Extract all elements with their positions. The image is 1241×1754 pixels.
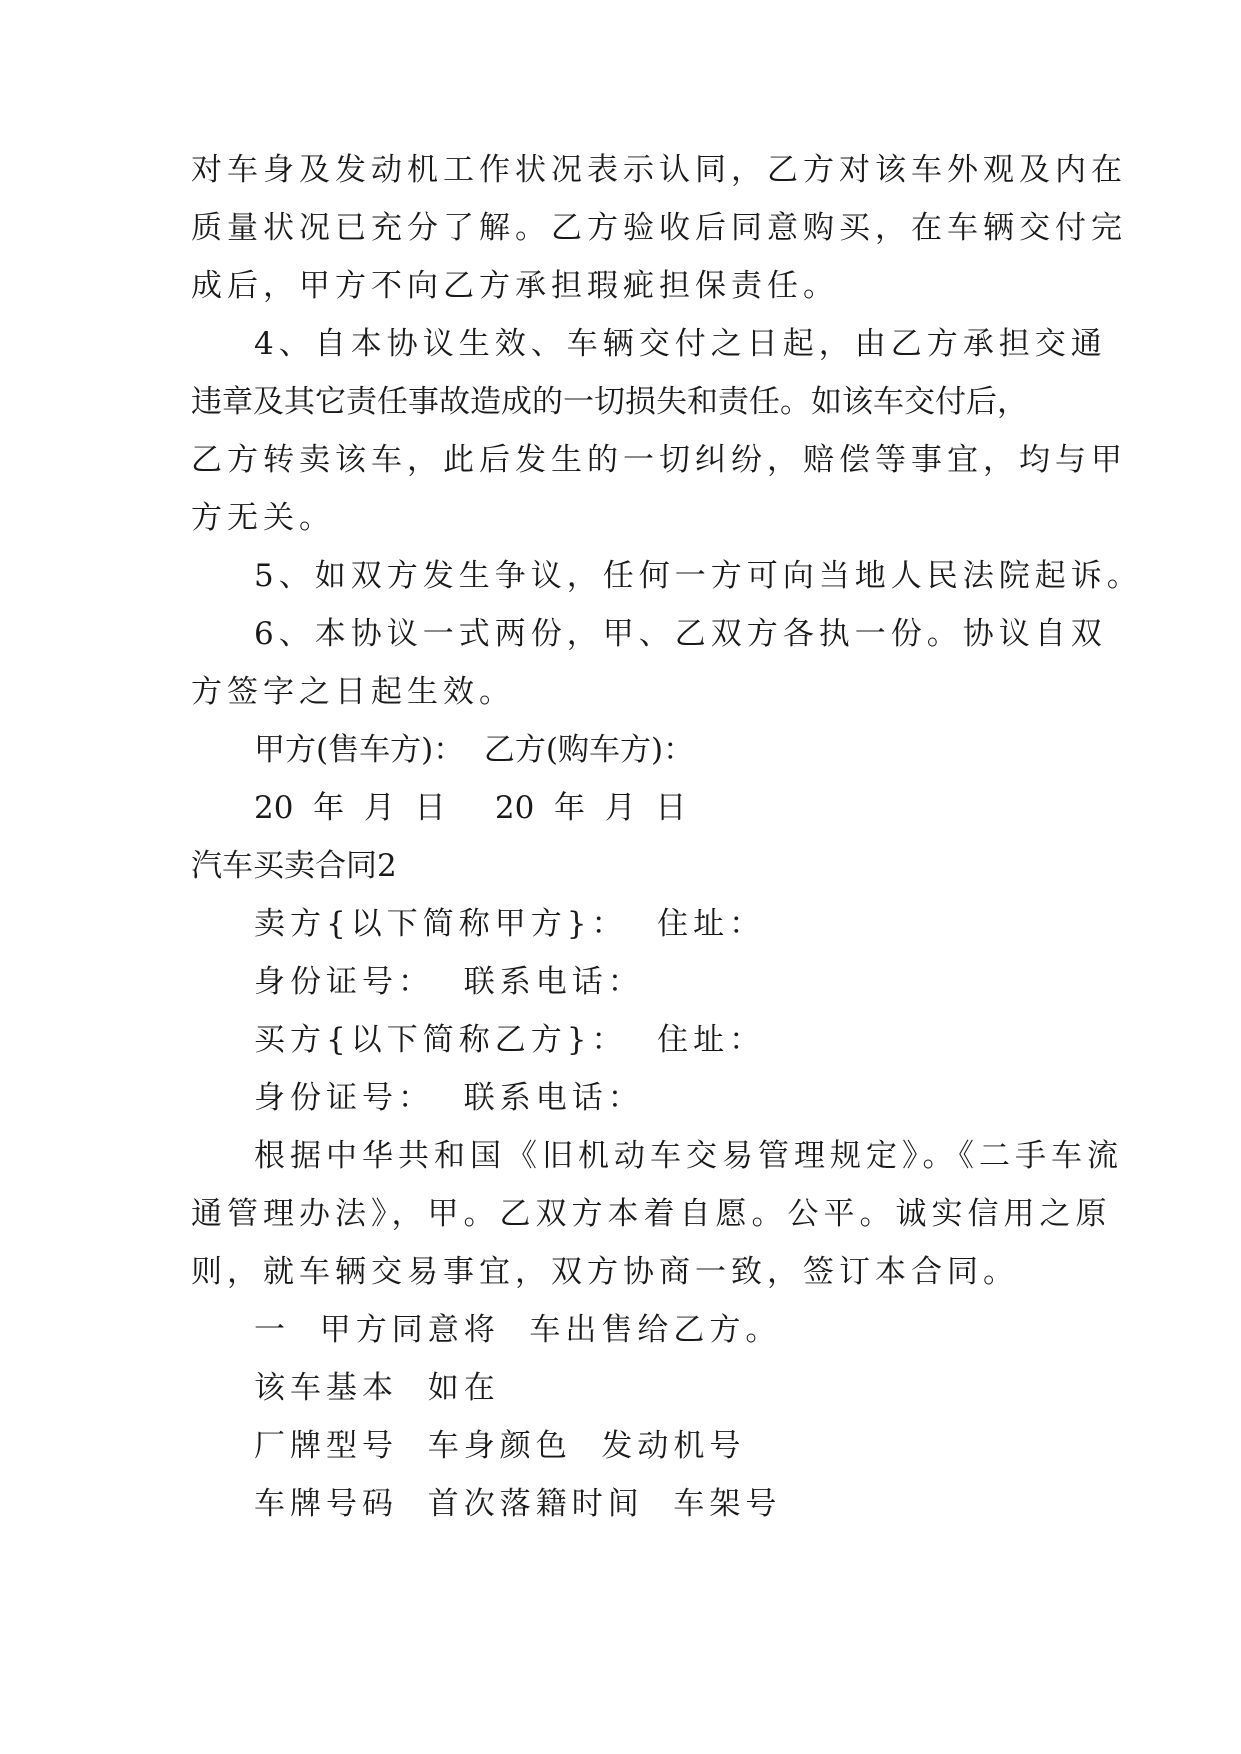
- paragraph-line: 质量状况已充分了解。乙方验收后同意购买，在车辆交付完: [191, 210, 1127, 246]
- paragraph-line: 根据中华共和国《旧机动车交易管理规定》。《二手车流: [254, 1138, 1123, 1174]
- clause-line: 车牌号码 首次落籍时间 车架号: [254, 1486, 782, 1522]
- signature-date-line: 20 年 月 日 20 年 月 日: [254, 790, 687, 826]
- paragraph-line: 对车身及发动机工作状况表示认同，乙方对该车外观及内在: [191, 152, 1127, 188]
- clause-line: 厂牌型号 车身颜色 发动机号: [254, 1428, 746, 1464]
- buyer-id-line: 身份证号： 联系电话：: [254, 1080, 644, 1116]
- paragraph-line: 6、本协议一式两份，甲、乙双方各执一份。协议自双: [254, 616, 1107, 652]
- paragraph-line: 违章及其它责任事故造成的一切损失和责任。如该车交付后，: [191, 384, 1028, 420]
- signature-parties-line: 甲方(售车方)： 乙方(购车方)：: [254, 732, 695, 768]
- seller-id-line: 身份证号： 联系电话：: [254, 964, 644, 1000]
- paragraph-line: 方无关。: [191, 500, 335, 536]
- section-title: 汽车买卖合同2: [191, 848, 397, 884]
- clause-line: 一 甲方同意将 车出售给乙方。: [254, 1312, 782, 1348]
- paragraph-line: 4、自本协议生效、车辆交付之日起，由乙方承担交通: [254, 326, 1107, 362]
- paragraph-line: 方签字之日起生效。: [191, 674, 515, 710]
- clause-line: 该车基本 如在: [254, 1370, 500, 1406]
- paragraph-line: 通管理办法》，甲。乙双方本着自愿。公平。诚实信用之原: [191, 1196, 1112, 1232]
- paragraph-line: 成后，甲方不向乙方承担瑕疵担保责任。: [191, 268, 839, 304]
- paragraph-line: 则，就车辆交易事宜，双方协商一致，签订本合同。: [191, 1254, 1019, 1290]
- paragraph-line: 乙方转卖该车，此后发生的一切纠纷，赔偿等事宜，均与甲: [191, 442, 1127, 478]
- paragraph-line: 5、如双方发生争议，任何一方可向当地人民法院起诉。: [254, 558, 1143, 594]
- buyer-line: 买方{以下简称乙方}： 住址：: [254, 1022, 766, 1058]
- seller-line: 卖方{以下简称甲方}： 住址：: [254, 906, 766, 942]
